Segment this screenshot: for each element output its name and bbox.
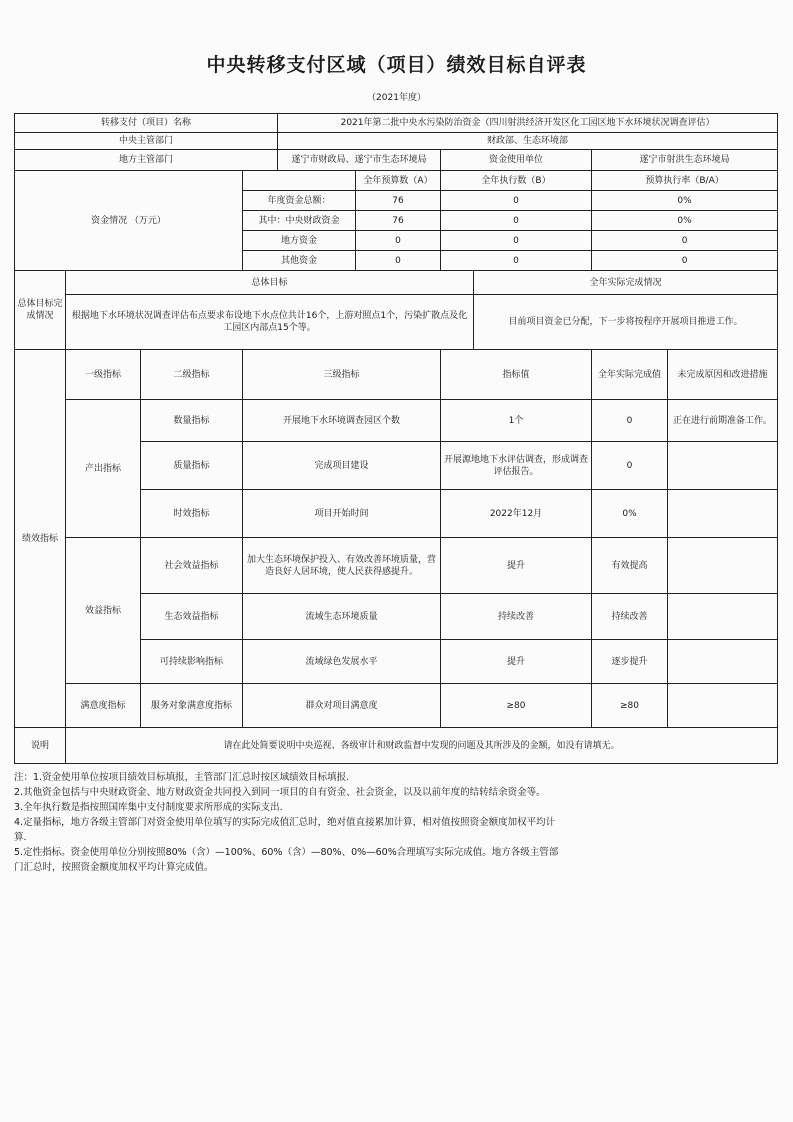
overall-label: 总体目标完成情况 bbox=[15, 271, 66, 350]
indicator-header: 全年实际完成值 bbox=[592, 350, 668, 400]
funds-header-row bbox=[15, 171, 778, 191]
satisfaction-label: 满意度指标 bbox=[66, 684, 141, 728]
indicator-second: 服务对象满意度指标 bbox=[141, 684, 243, 728]
overall-header-row bbox=[15, 271, 778, 295]
indicator-header: 二级指标 bbox=[141, 350, 243, 400]
funds-row-budget: 0 bbox=[356, 231, 441, 251]
note-line: 注：1.资金使用单位按项目绩效目标填报，主管部门汇总时按区域绩效目标填报. bbox=[14, 772, 350, 783]
indicator-third: 流域生态环境质量 bbox=[243, 594, 441, 640]
local-dept-row bbox=[15, 150, 778, 171]
indicator-third: 群众对项目满意度 bbox=[243, 684, 441, 728]
note-line: 2.其他资金包括与中央财政资金、地方财政资金共同投入到同一项目的自有资金、社会资金，以及以前年度的结转结余资金等。 bbox=[14, 787, 546, 798]
indicator-reason bbox=[668, 490, 778, 538]
notes-block bbox=[14, 770, 559, 875]
indicator-target: ≥80 bbox=[441, 684, 592, 728]
indicator-third: 项目开始时间 bbox=[243, 490, 441, 538]
benefit-label: 效益指标 bbox=[66, 538, 141, 684]
indicator-header: 未完成原因和改进措施 bbox=[668, 350, 778, 400]
indicator-reason bbox=[668, 538, 778, 594]
indicator-target: 提升 bbox=[441, 640, 592, 684]
indicator-actual: 逐步提升 bbox=[592, 640, 668, 684]
evaluation-table bbox=[14, 113, 778, 764]
funds-row-budget: 76 bbox=[356, 191, 441, 211]
indicator-second: 生态效益指标 bbox=[141, 594, 243, 640]
note-line: 4.定量指标，地方各级主管部门对资金使用单位填写的实际完成值汇总时，绝对值直接累加计算，相对值按照资金额度加权平均计算. bbox=[14, 817, 556, 843]
explain-label: 说明 bbox=[15, 728, 66, 764]
indicator-row bbox=[15, 684, 778, 728]
central-dept-value: 财政部、生态环境部 bbox=[278, 133, 778, 150]
funds-row-name: 地方资金 bbox=[243, 231, 356, 251]
indicator-target: 开展源地地下水评估调查，形成调查评估报告。 bbox=[441, 442, 592, 490]
overall-actual-header: 全年实际完成情况 bbox=[474, 271, 778, 295]
indicator-header: 三级指标 bbox=[243, 350, 441, 400]
funds-row-name: 其他资金 bbox=[243, 251, 356, 271]
indicator-header-row bbox=[15, 350, 778, 400]
indicator-header: 指标值 bbox=[441, 350, 592, 400]
indicator-row bbox=[15, 538, 778, 594]
output-label: 产出指标 bbox=[66, 400, 141, 538]
transfer-value: 2021年第二批中央水污染防治资金（四川射洪经济开发区化工园区地下水环境状况调查评估） bbox=[278, 114, 778, 133]
overall-goal-text: 根据地下水环境状况调查评估布点要求布设地下水点位共计16个，上游对照点1个，污染扩散点及化工园区内部点15个等。 bbox=[66, 295, 474, 350]
note-line: 3.全年执行数是指按照国库集中支付制度要求所形成的实际支出. bbox=[14, 802, 283, 813]
note-line: 5.定性指标。资金使用单位分别按照80%（含）—100%、60%（含）—80%、0%—60%合理填写实际完成值。地方各级主管部门汇总时，按照资金额度加权平均计算完成值。 bbox=[14, 847, 559, 873]
funds-row-name: 其中：中央财政资金 bbox=[243, 211, 356, 231]
funds-row-exec: 0 bbox=[441, 211, 592, 231]
funds-col-exec: 全年执行数（B） bbox=[441, 171, 592, 191]
page-title: 中央转移支付区域（项目）绩效目标自评表 bbox=[206, 54, 587, 76]
indicators-label: 绩效指标 bbox=[15, 350, 66, 728]
indicator-target: 1个 bbox=[441, 400, 592, 442]
funds-row-rate: 0 bbox=[592, 231, 778, 251]
indicator-actual: 0 bbox=[592, 442, 668, 490]
local-dept-value: 遂宁市财政局、遂宁市生态环境局 bbox=[278, 150, 441, 171]
indicator-third: 流域绿色发展水平 bbox=[243, 640, 441, 684]
indicator-second: 社会效益指标 bbox=[141, 538, 243, 594]
local-dept-label: 地方主管部门 bbox=[15, 150, 278, 171]
funds-col-rate: 预算执行率（B/A） bbox=[592, 171, 778, 191]
indicator-third: 开展地下水环境调查园区个数 bbox=[243, 400, 441, 442]
funds-row-budget: 0 bbox=[356, 251, 441, 271]
indicator-header: 一级指标 bbox=[66, 350, 141, 400]
indicator-reason: 正在进行前期准备工作。 bbox=[668, 400, 778, 442]
indicator-target: 持续改善 bbox=[441, 594, 592, 640]
indicator-reason bbox=[668, 594, 778, 640]
indicator-third: 加大生态环境保护投入、有效改善环境质量，营造良好人居环境，使人民获得感提升。 bbox=[243, 538, 441, 594]
indicator-reason bbox=[668, 640, 778, 684]
user-unit-value: 遂宁市射洪生态环境局 bbox=[592, 150, 778, 171]
explain-row bbox=[15, 728, 778, 764]
indicator-actual: 0% bbox=[592, 490, 668, 538]
explain-text: 请在此处简要说明中央巡视、各级审计和财政监督中发现的问题及其所涉及的金额，如没有请填无。 bbox=[66, 728, 778, 764]
indicator-actual: 有效提高 bbox=[592, 538, 668, 594]
funds-row-name: 年度资金总额： bbox=[243, 191, 356, 211]
central-dept-label: 中央主管部门 bbox=[15, 133, 278, 150]
indicator-actual: 持续改善 bbox=[592, 594, 668, 640]
indicator-actual: ≥80 bbox=[592, 684, 668, 728]
overall-goal-header: 总体目标 bbox=[66, 271, 474, 295]
transfer-row bbox=[15, 114, 778, 133]
indicator-target: 2022年12月 bbox=[441, 490, 592, 538]
funds-col-budget: 全年预算数（A） bbox=[356, 171, 441, 191]
year-label: （2021年度） bbox=[367, 93, 426, 103]
indicator-second: 数量指标 bbox=[141, 400, 243, 442]
indicator-target: 提升 bbox=[441, 538, 592, 594]
indicator-second: 时效指标 bbox=[141, 490, 243, 538]
funds-row-exec: 0 bbox=[441, 251, 592, 271]
indicator-second: 可持续影响指标 bbox=[141, 640, 243, 684]
indicator-second: 质量指标 bbox=[141, 442, 243, 490]
funds-label: 资金情况 （万元） bbox=[15, 171, 243, 271]
funds-row-exec: 0 bbox=[441, 191, 592, 211]
overall-actual-text: 目前项目资金已分配，下一步将按程序开展项目推进工作。 bbox=[474, 295, 778, 350]
funds-row-exec: 0 bbox=[441, 231, 592, 251]
funds-row-rate: 0% bbox=[592, 211, 778, 231]
funds-row-budget: 76 bbox=[356, 211, 441, 231]
indicator-reason bbox=[668, 684, 778, 728]
indicator-third: 完成项目建设 bbox=[243, 442, 441, 490]
funds-row-rate: 0 bbox=[592, 251, 778, 271]
user-unit-label: 资金使用单位 bbox=[441, 150, 592, 171]
indicator-row bbox=[15, 400, 778, 442]
central-dept-row bbox=[15, 133, 778, 150]
indicator-actual: 0 bbox=[592, 400, 668, 442]
transfer-label: 转移支付（项目）名称 bbox=[15, 114, 278, 133]
indicator-reason bbox=[668, 442, 778, 490]
overall-content-row bbox=[15, 295, 778, 350]
funds-row-rate: 0% bbox=[592, 191, 778, 211]
